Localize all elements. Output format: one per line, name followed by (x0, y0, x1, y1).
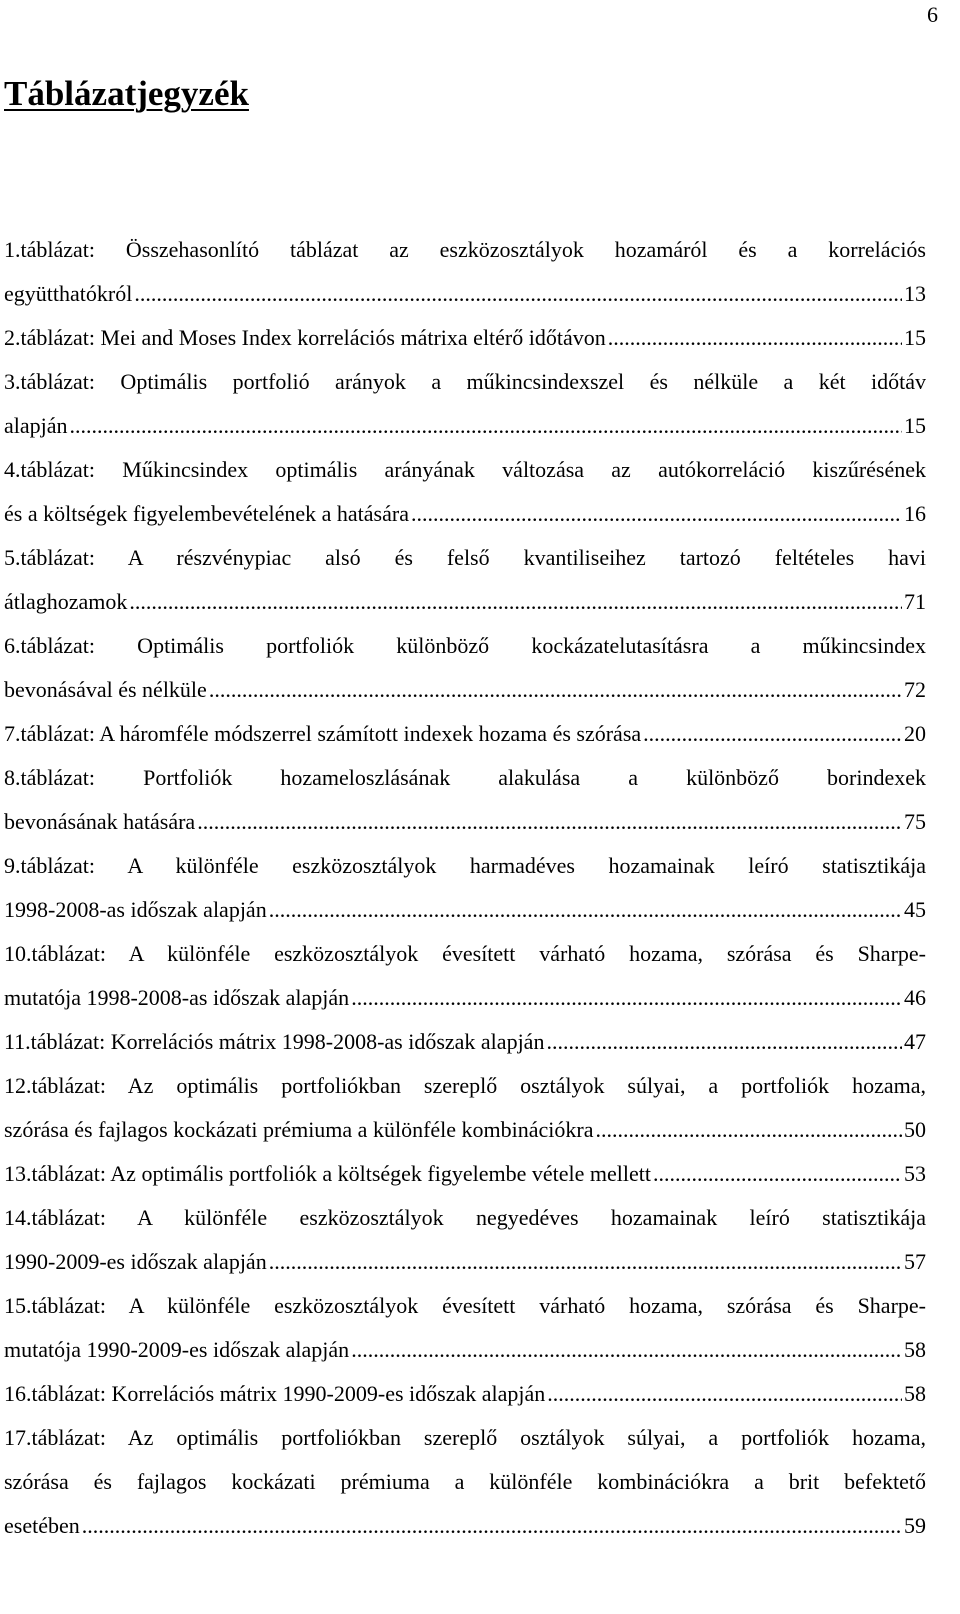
dot-leader (351, 976, 902, 1020)
toc-entry-page-number: 58 (904, 1381, 926, 1406)
toc-entry-page-number: 15 (904, 325, 926, 350)
toc-entry-page-number: 72 (904, 677, 926, 702)
toc-entry (4, 536, 926, 624)
toc-entry (4, 1064, 926, 1152)
toc-entry-leader-line (4, 404, 926, 448)
toc-entry-text: 1.táblázat: Összehasonlító táblázat az eszközosztályok hozamáról és a korrelációs (4, 237, 926, 262)
toc-entry-leader-line (4, 272, 926, 316)
dot-leader (546, 1020, 902, 1064)
dot-leader (82, 1504, 902, 1548)
toc-entry-page-number: 53 (904, 1161, 926, 1186)
toc-entry-text: szórása és fajlagos kockázati prémiuma a különféle kombinációkra a brit befektető (4, 1469, 926, 1494)
dot-leader (129, 580, 902, 624)
toc-entry-text: 17.táblázat: Az optimális portfoliókban szereplő osztályok súlyai, a portfoliók hozama, (4, 1425, 926, 1450)
dot-leader (134, 272, 902, 316)
toc-entry-text: 10.táblázat: A különféle eszközosztályok évesített várható hozama, szórása és Sharpe- (4, 941, 926, 966)
toc-entry (4, 932, 926, 1020)
dot-leader (209, 668, 902, 712)
dot-leader (197, 800, 902, 844)
toc-entry-leader-line (4, 1020, 926, 1064)
toc-entry-page-number: 75 (904, 809, 926, 834)
toc-entry-page-number: 15 (904, 413, 926, 438)
dot-leader (269, 1240, 902, 1284)
page-title: Táblázatjegyzék (4, 74, 249, 113)
dot-leader (653, 1152, 902, 1196)
dot-leader (596, 1108, 903, 1152)
toc-entry-leader-line (4, 492, 926, 536)
toc-entry-text: együtthatókról (4, 281, 133, 306)
toc-entry-page-number: 16 (904, 501, 926, 526)
toc-entry-text: 13.táblázat: Az optimális portfoliók a költségek figyelembe vétele mellett (4, 1161, 651, 1186)
toc-entry-text: 14.táblázat: A különféle eszközosztályok negyedéves hozamainak leíró statisztikája (4, 1205, 926, 1230)
toc-entry (4, 1372, 926, 1416)
toc-entry (4, 1020, 926, 1064)
page-number: 6 (927, 2, 938, 27)
toc-entry-leader-line (4, 1328, 926, 1372)
toc-entry (4, 360, 926, 448)
toc-entry-text: 2.táblázat: Mei and Moses Index korrelációs mátrixa eltérő időtávon (4, 325, 606, 350)
toc-entry-text: 9.táblázat: A különféle eszközosztályok harmadéves hozamainak leíró statisztikája (4, 853, 926, 878)
toc-entry (4, 448, 926, 536)
toc-entry-leader-line (4, 580, 926, 624)
dot-leader (70, 404, 902, 448)
toc-entry (4, 712, 926, 756)
toc-entry-text: 5.táblázat: A részvénypiac alsó és felső kvantiliseihez tartozó feltételes havi (4, 545, 926, 570)
toc-entry (4, 756, 926, 844)
toc-entry-text: esetében (4, 1513, 80, 1538)
toc-entry-page-number: 20 (904, 721, 926, 746)
dot-leader (269, 888, 902, 932)
toc-entry (4, 844, 926, 932)
toc-entry-text: 7.táblázat: A háromféle módszerrel számított indexek hozama és szórása (4, 721, 642, 746)
toc-entry-text: alapján (4, 413, 68, 438)
toc-entry-page-number: 45 (904, 897, 926, 922)
toc-entry-leader-line (4, 1108, 926, 1152)
toc-entry-page-number: 71 (904, 589, 926, 614)
toc-entry-text: 11.táblázat: Korrelációs mátrix 1998-2008-as időszak alapján (4, 1029, 545, 1054)
toc-entry (4, 1152, 926, 1196)
toc-entry-text: átlaghozamok (4, 589, 128, 614)
toc-entry-text: 6.táblázat: Optimális portfoliók különböző kockázatelutasításra a műkincsindex (4, 633, 926, 658)
toc-entry-leader-line (4, 1504, 926, 1548)
toc-entry-text: 4.táblázat: Műkincsindex optimális arányának változása az autókorreláció kiszűrésének (4, 457, 926, 482)
toc-entry-text: és a költségek figyelembevételének a hatására (4, 501, 409, 526)
toc-entry (4, 1284, 926, 1372)
toc-entry-leader-line (4, 800, 926, 844)
toc-entry-page-number: 50 (904, 1117, 926, 1142)
toc-entry-text: bevonásának hatására (4, 809, 196, 834)
toc-entry-text: 1998-2008-as időszak alapján (4, 897, 267, 922)
toc-entry-text: 15.táblázat: A különféle eszközosztályok évesített várható hozama, szórása és Sharpe- (4, 1293, 926, 1318)
dot-leader (547, 1372, 902, 1416)
toc-entry-text: 8.táblázat: Portfoliók hozameloszlásának alakulása a különböző borindexek (4, 765, 926, 790)
toc-entry-text: 3.táblázat: Optimális portfolió arányok a műkincsindexszel és nélküle a két időtáv (4, 369, 926, 394)
toc-entry-text: 12.táblázat: Az optimális portfoliókban szereplő osztályok súlyai, a portfoliók hozama, (4, 1073, 926, 1098)
toc-entry (4, 1196, 926, 1284)
toc-entry-leader-line (4, 1152, 926, 1196)
toc-entry-text: 16.táblázat: Korrelációs mátrix 1990-2009-es időszak alapján (4, 1381, 546, 1406)
toc-entry-page-number: 46 (904, 985, 926, 1010)
toc-entry (4, 228, 926, 316)
toc-entry-text: szórása és fajlagos kockázati prémiuma a különféle kombinációkra (4, 1117, 594, 1142)
toc-entry-leader-line (4, 1240, 926, 1284)
toc-entry-page-number: 58 (904, 1337, 926, 1362)
dot-leader (351, 1328, 902, 1372)
toc-entry-leader-line (4, 668, 926, 712)
toc-entry-page-number: 13 (904, 281, 926, 306)
dot-leader (608, 316, 902, 360)
toc-entry-leader-line (4, 976, 926, 1020)
toc-entry-text: mutatója 1990-2009-es időszak alapján (4, 1337, 350, 1362)
toc-entry (4, 624, 926, 712)
toc-entry-page-number: 59 (904, 1513, 926, 1538)
toc-entry-text: bevonásával és nélküle (4, 677, 207, 702)
toc-entry-text: 1990-2009-es időszak alapján (4, 1249, 267, 1274)
table-of-tables (4, 228, 926, 1548)
toc-entry-page-number: 47 (904, 1029, 926, 1054)
toc-entry-text: mutatója 1998-2008-as időszak alapján (4, 985, 350, 1010)
toc-entry-leader-line (4, 316, 926, 360)
toc-entry-leader-line (4, 1372, 926, 1416)
toc-entry-leader-line (4, 888, 926, 932)
toc-entry-page-number: 57 (904, 1249, 926, 1274)
toc-entry-leader-line (4, 712, 926, 756)
dot-leader (411, 492, 902, 536)
toc-entry (4, 316, 926, 360)
toc-entry (4, 1416, 926, 1548)
dot-leader (643, 712, 902, 756)
